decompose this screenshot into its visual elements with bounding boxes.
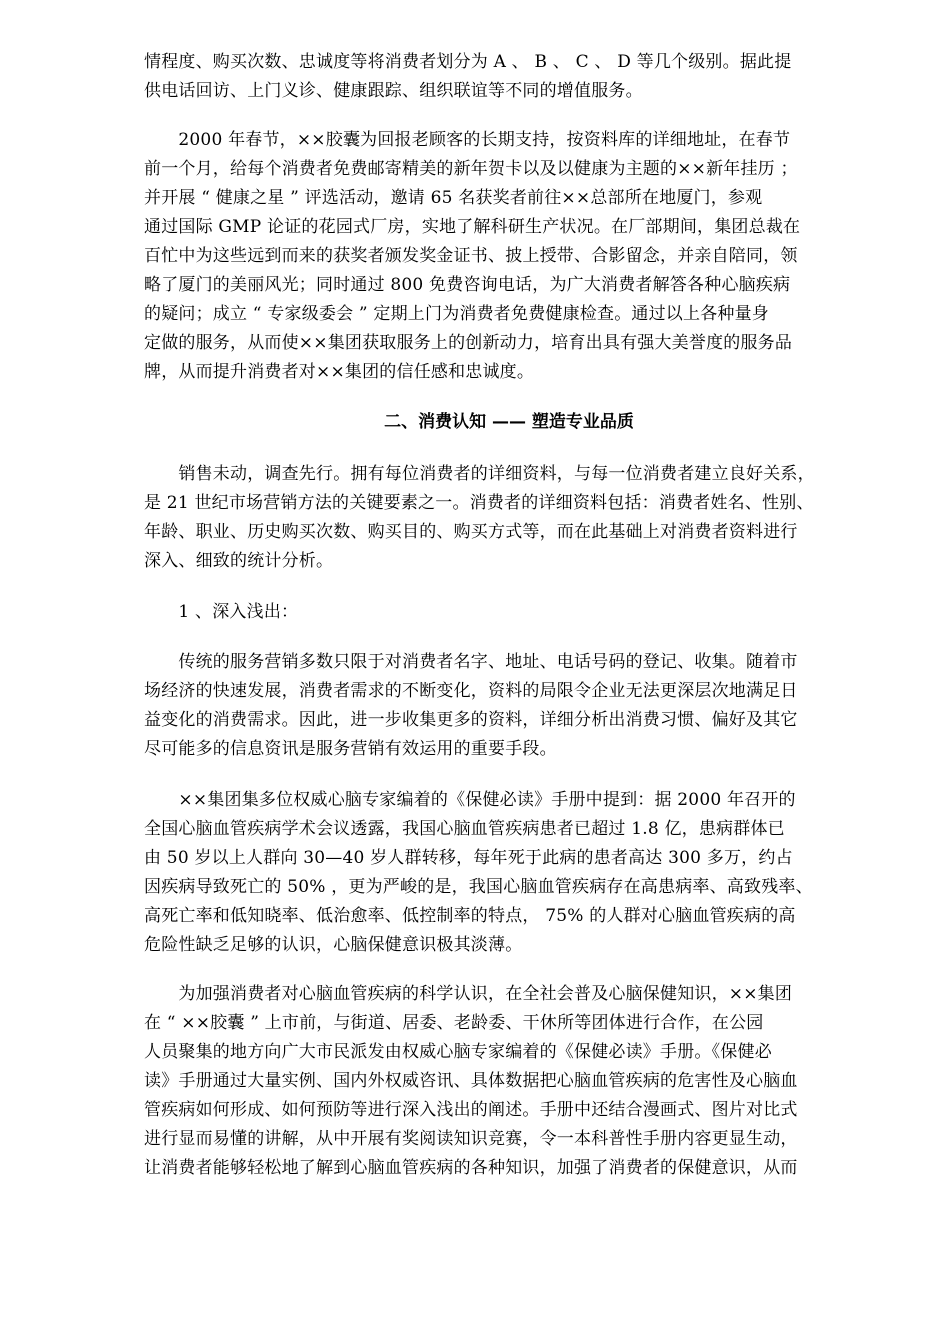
paragraph-consumer-levels: 情程度、购买次数、忠诚度等将消费者划分为 A 、 B 、 C 、 D 等几个级别。据此提 供电话回访、上门义诊、健康跟踪、组织联谊等不同的增值服务。 <box>144 52 792 101</box>
section-heading: 二、消费认知 —— 塑造专业品质 <box>384 412 634 432</box>
subheading-deep-simple: 1 、深入浅出： <box>144 602 299 622</box>
paragraph-traditional-marketing: 传统的服务营销多数只限于对消费者名字、地址、电话号码的登记、收集。随着市 场经济的快速发展，消费者需求的不断变化，资料的局限令企业无法更深层次地满足日 益变化的消费需求。因此，进一步收集更多的资料，详细分析出消费习惯、偏好及其它 尽可能多的信息资讯是服务营销有效运用的重要手段。 <box>144 652 798 759</box>
paragraph-sales-research: 销售未动，调查先行。拥有每位消费者的详细资料，与每一位消费者建立良好关系， 是 21 世纪市场营销方法的关键要素之一。消费者的详细资料包括：消费者姓名、性别、 年龄、职业、历史购买次数、购买目的、购买方式等，而在此基础上对消费者资料进行 深入、细致的统计分析。 <box>144 464 815 571</box>
paragraph-health-handbook: ××集团集多位权威心脑专家编着的《保健必读》手册中提到：据 2000 年召开的 全国心脑血管疾病学术会议透露，我国心脑血管疾病患者已超过 1.8 亿，患病群体已 由 50 岁以上人群向 30—40 岁人群转移，每年死于此病的患者高达 300 多万，约占 因疾病导致死亡的 50% ，更为严峻的是，我国心脑血管疾病存在高患病率、高致残率、 高死亡率和低知晓率、低治愈率、低控制率的特点， 75% 的人群对心脑血管疾病的高 危险性缺乏足够的认识，心脑保健意识极其淡薄。 <box>144 790 813 955</box>
paragraph-awareness: 为加强消费者对心脑血管疾病的科学认识，在全社会普及心脑保健知识，××集团 在 “ ××胶囊 ” 上市前，与街道、居委、老龄委、干休所等团体进行合作，在公园 人员聚集的地方向广大市民派发由权威心脑专家编着的《保健必读》手册。《保健必 读》手册通过大量实例、国内外权威咨讯、具体数据把心脑血管疾病的危害性及心脑血 管疾病如何形成、如何预防等进行深入浅出的阐述。手册中还结合漫画式、图片对比式 进行显而易懂的讲解，从中开展有奖阅读知识竞赛，令一本科普性手册内容更显生动， 让消费者能够轻松地了解到心脑血管疾病的各种知识，加强了消费者的保健意识，从而 <box>144 984 798 1178</box>
paragraph-spring-festival: 2000 年春节，××胶囊为回报老顾客的长期支持，按资料库的详细地址，在春节 前一个月，给每个消费者免费邮寄精美的新年贺卡以及以健康为主题的××新年挂历 ； 并开展 “ 健康之星 ” 评选活动，邀请 65 名获奖者前往××总部所在地厦门，参观 通过国际 GMP 论证的花园式厂房，实地了解科研生产状况。在厂部期间，集团总裁在 百忙中为这些远到而来的获奖者颁发奖金证书、披上授带、合影留念，并亲自陪同，领 略了厦门的美丽风光；同时通过 800 免费咨询电话，为广大消费者解答各种心脑疾病 的疑问；成立 “ 专家级委会 ” 定期上门为消费者免费健康检查。通过以上各种量身 定做的服务，从而使××集团获取服务上的创新动力，培育出具有强大美誉度的服务品 牌，从而提升消费者对××集团的信任感和忠诚度。 <box>144 130 801 382</box>
